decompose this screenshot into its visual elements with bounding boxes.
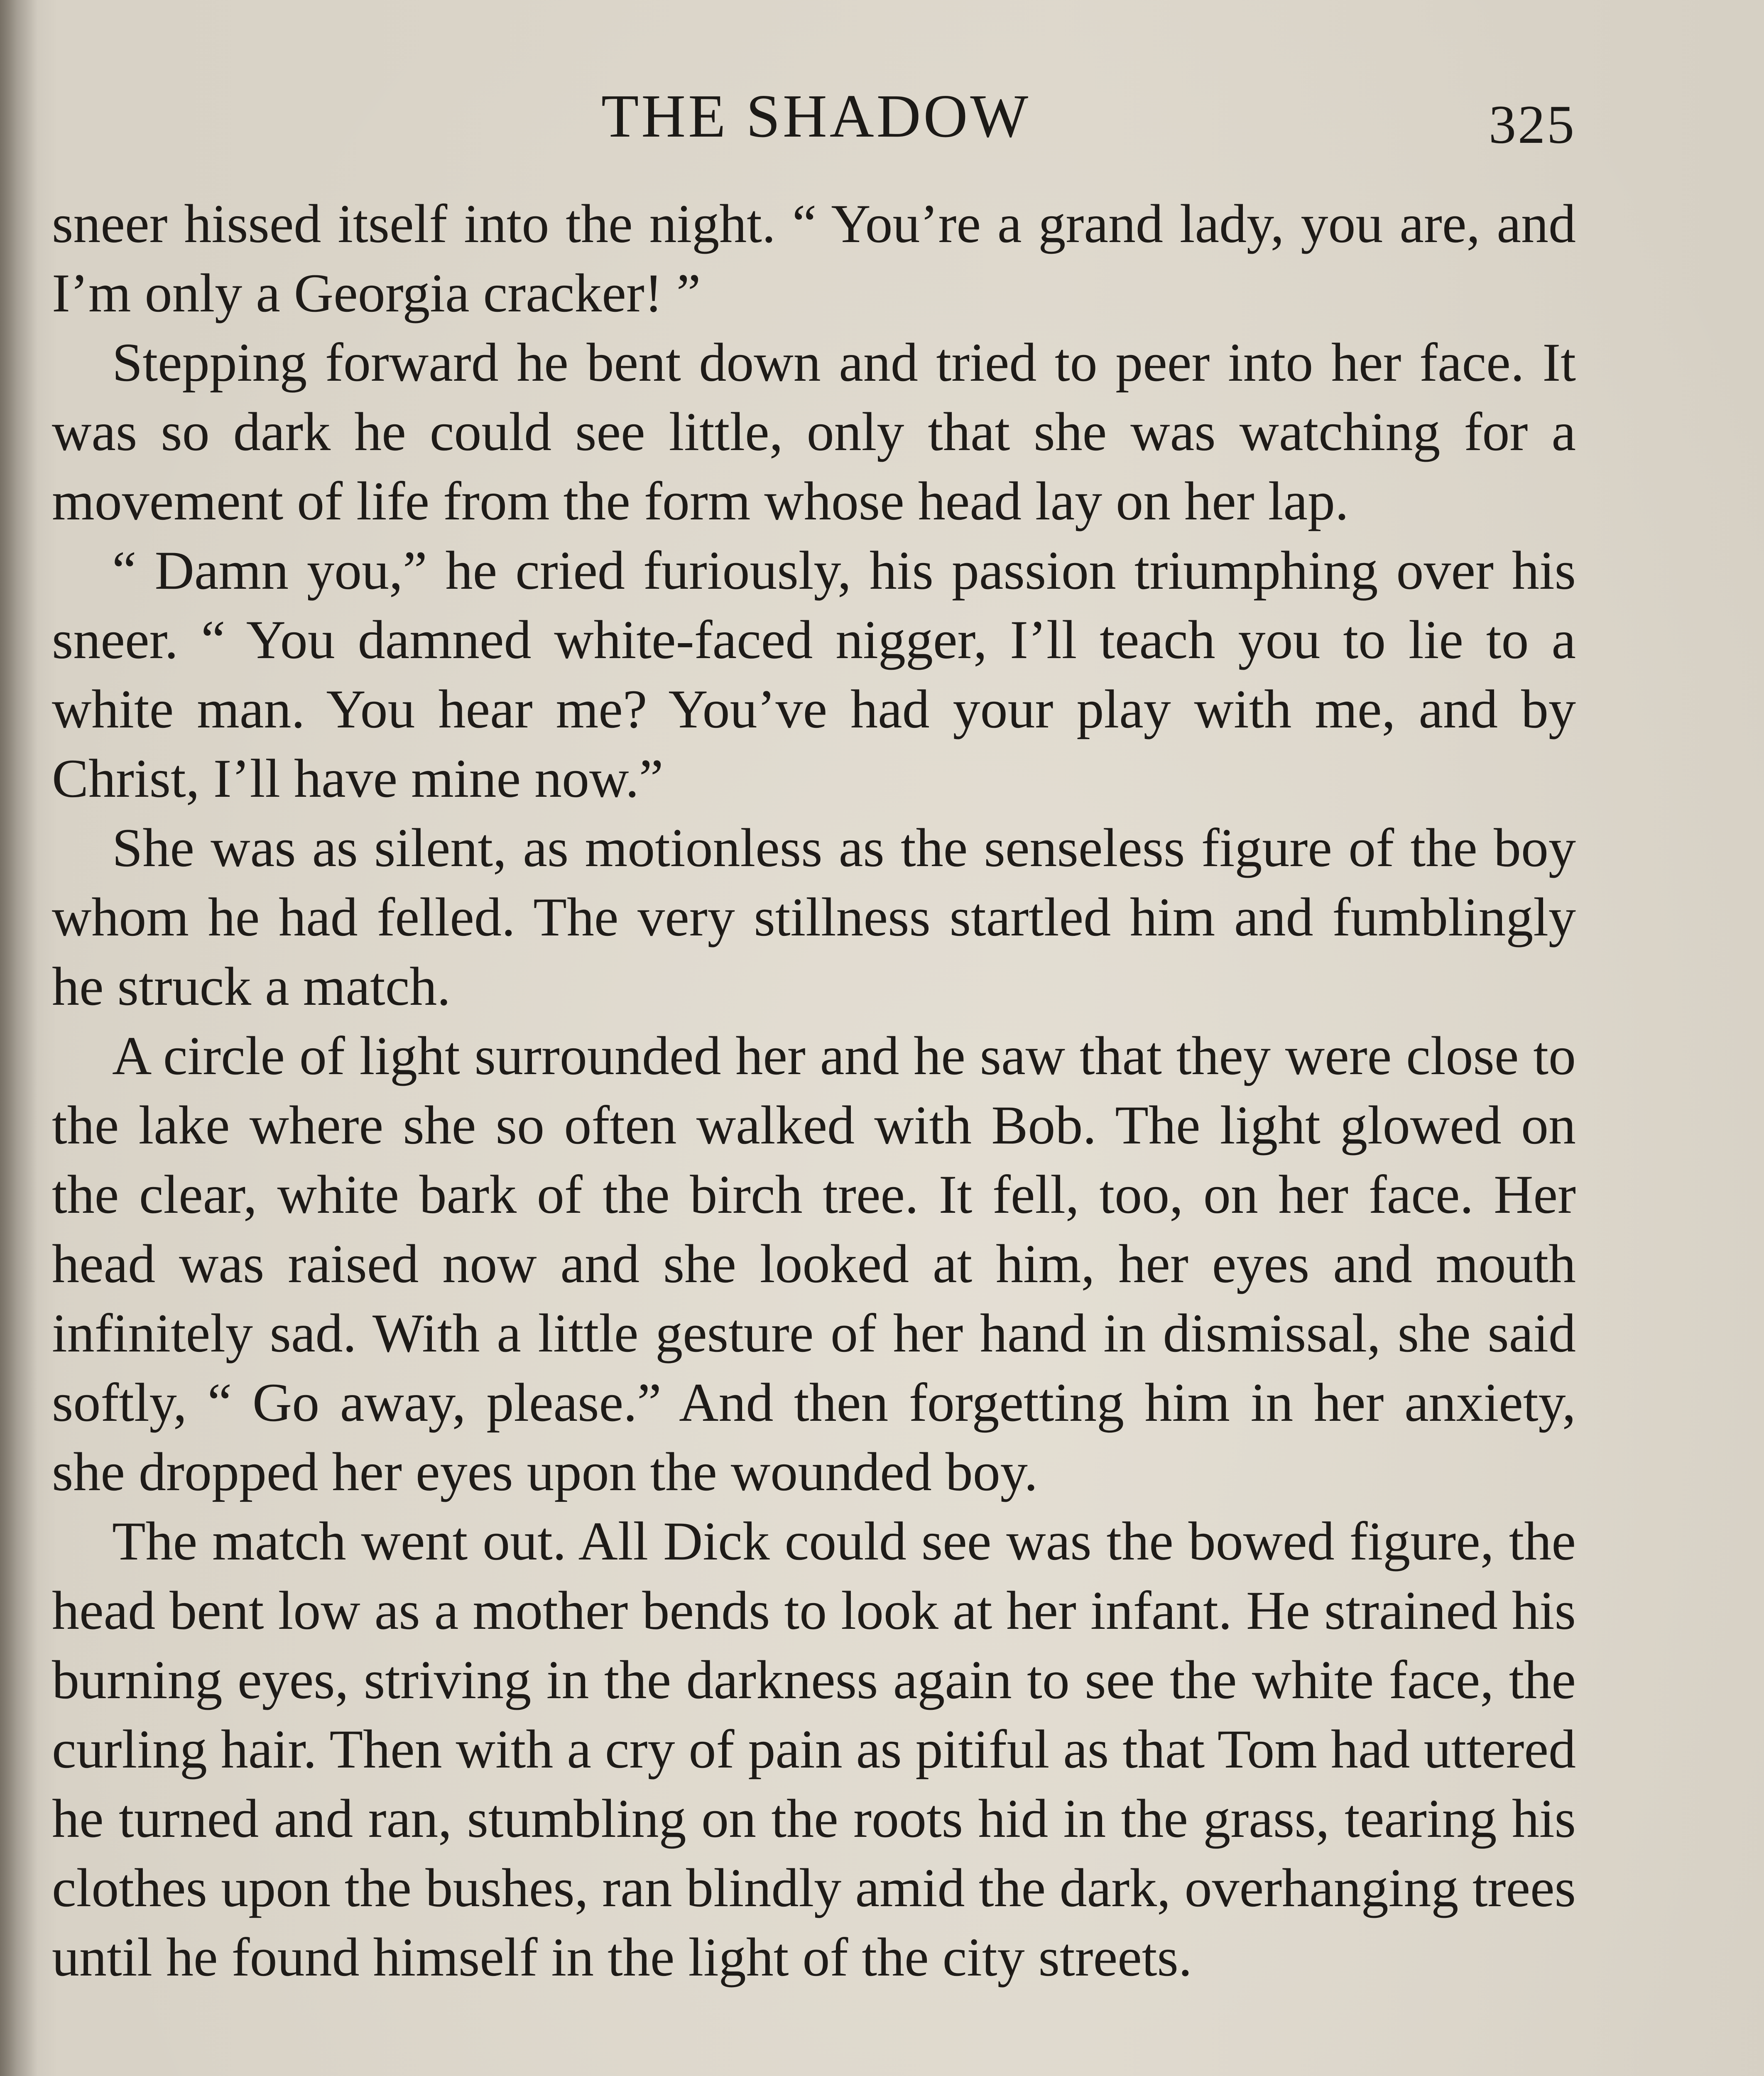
page-number: 325 bbox=[1489, 94, 1576, 155]
paragraph-continued: sneer hissed itself into the night. “ You’re a grand lady, you are, and I’m only a Georgia cracker! ” bbox=[52, 193, 1576, 323]
paragraph: “ Damn you,” he cried furiously, his passion triumphing over his sneer. “ You damned white-faced nigger, I’ll teach you to lie to a white man. You hear me? You’ve had your play with me, and by Christ, I’ll have mine now.” bbox=[52, 540, 1576, 809]
binding-gutter-shadow bbox=[0, 0, 37, 2076]
body-text bbox=[52, 189, 1576, 1992]
paragraph: She was as silent, as motionless as the senseless figure of the boy whom he had felled. The very stillness startled him and fumblingly he struck a match. bbox=[52, 817, 1576, 1017]
paragraph: A circle of light surrounded her and he saw that they were close to the lake where she so often walked with Bob. The light glowed on the clear, white bark of the birch tree. It fell, too, on her face. Her head was raised now and she looked at him, her eyes and mouth infinitely sad. With a little gesture of her hand in dismissal, she said softly, “ Go away, please.” And then forgetting him in her anxiety, she dropped her eyes upon the wounded boy. bbox=[52, 1025, 1576, 1502]
running-title: THE SHADOW bbox=[601, 82, 1031, 150]
paragraph: The match went out. All Dick could see was the bowed figure, the head bent low as a mother bends to look at her infant. He strained his burning eyes, striving in the darkness again to see the white face, the curling hair. Then with a cry of pain as pitiful as that Tom had uttered he turned and ran, stumbling on the roots hid in the grass, tearing his clothes upon the bushes, ran blindly amid the dark, overhanging trees until he found himself in the light of the city streets. bbox=[52, 1510, 1576, 1988]
paragraph: Stepping forward he bent down and tried to peer into her face. It was so dark he could see little, only that she was watching for a movement of life from the form whose head lay on her lap. bbox=[52, 332, 1576, 531]
page-header bbox=[56, 81, 1576, 155]
